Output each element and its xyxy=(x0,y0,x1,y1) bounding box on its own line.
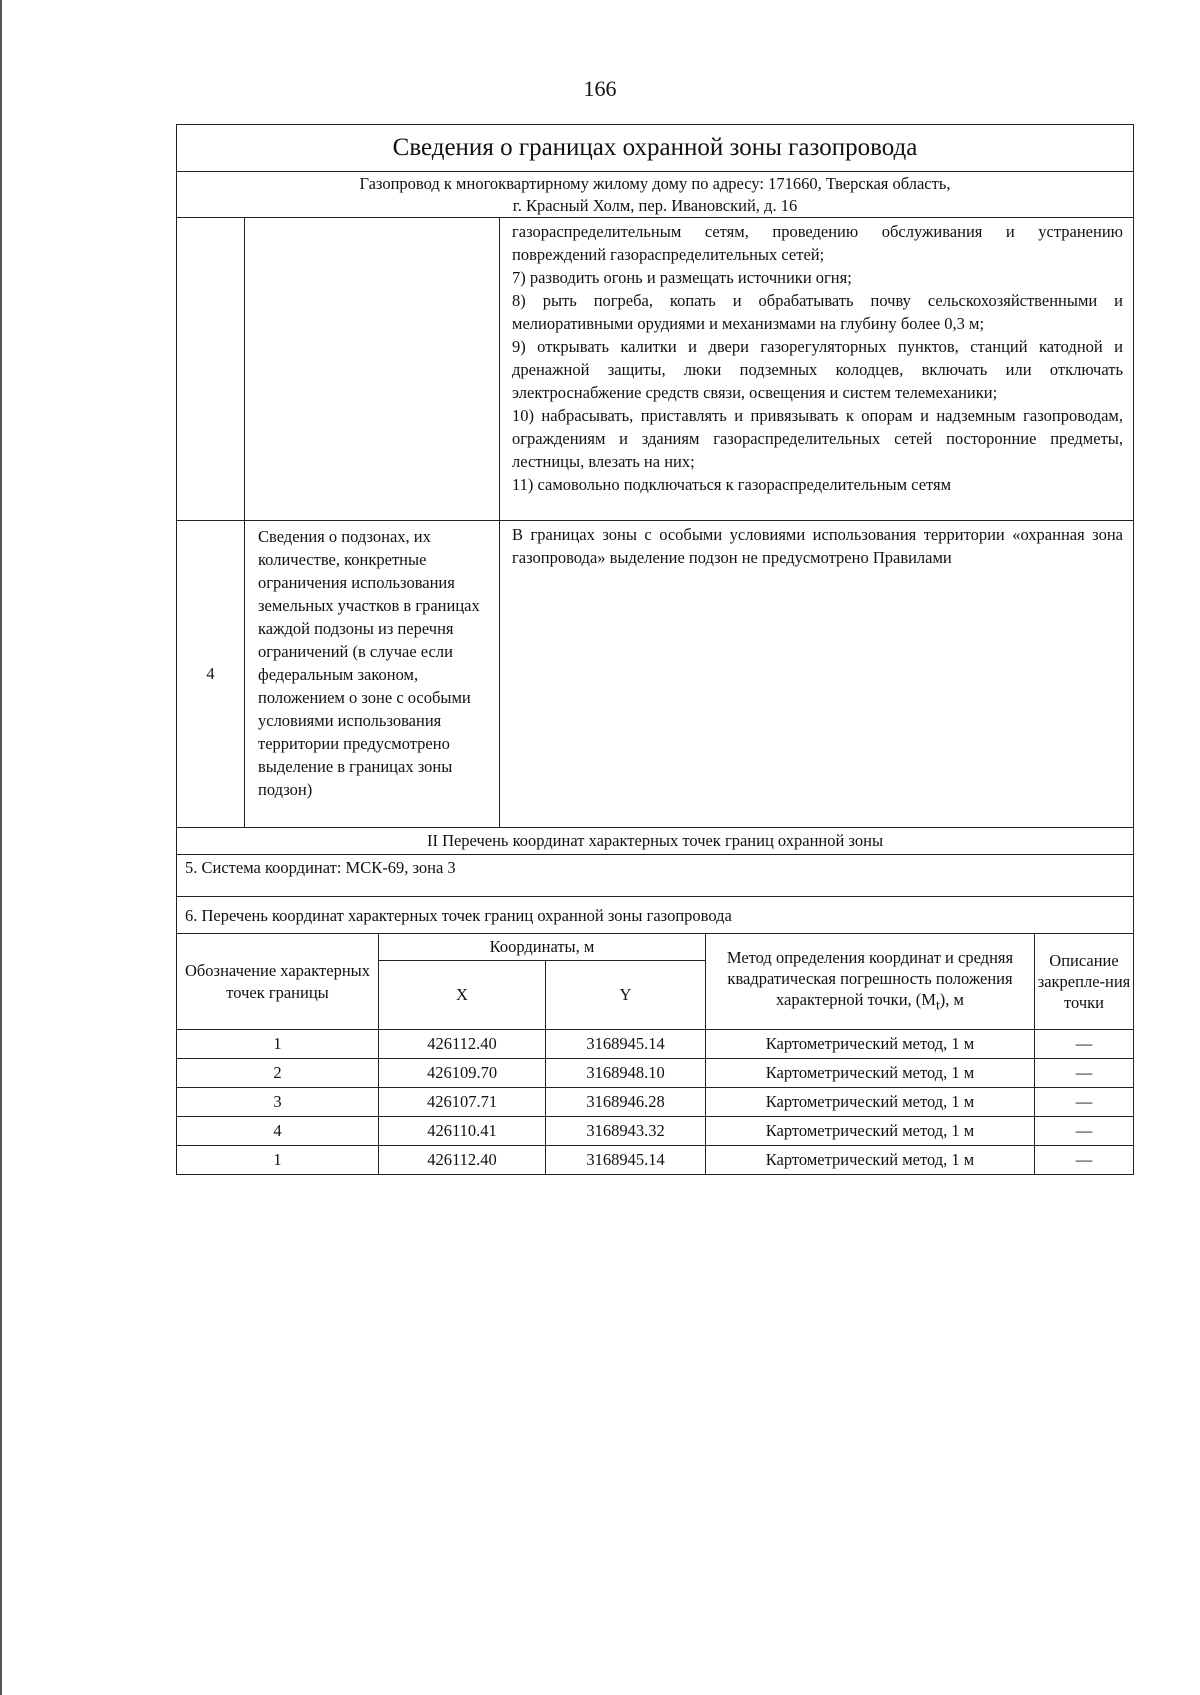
header-method xyxy=(706,934,1035,1030)
cell-fixing: — xyxy=(1035,1059,1134,1088)
cell-point: 1 xyxy=(177,1146,379,1175)
cell-y: 3168945.14 xyxy=(546,1030,706,1059)
zone-document xyxy=(176,124,1134,1175)
coordinate-system: 5. Система координат: МСК-69, зона 3 xyxy=(177,855,1133,897)
address-line-1: Газопровод к многоквартирному жилому дому по адресу: 171660, Тверская область, xyxy=(359,174,951,193)
cell-x: 426112.40 xyxy=(379,1030,546,1059)
restriction-line: 10) набрасывать, приставлять и привязывать к опорам и надземным газопроводам, ограждениям и зданиям газораспределительных сетей посторонние предметы, лестницы, влезать на них; xyxy=(512,406,1123,471)
header-coordinates: Координаты, м xyxy=(379,934,706,961)
header-y: Y xyxy=(546,961,706,1030)
table-row xyxy=(177,1030,1133,1059)
cell-fixing: — xyxy=(1035,1030,1134,1059)
cell-fixing: — xyxy=(1035,1146,1134,1175)
cell-method: Картометрический метод, 1 м xyxy=(706,1146,1035,1175)
subzones-row xyxy=(177,521,1133,828)
restriction-line: 9) открывать калитки и двери газорегуляторных пунктов, станций катодной и дренажной защиты, люки подземных колодцев, включать или отключать электроснабжение средств связи, освещения и систем телемеханики; xyxy=(512,337,1123,402)
coordinates-table xyxy=(177,934,1133,1174)
table-row xyxy=(177,1088,1133,1117)
header-designation: Обозначение характерных точек границы xyxy=(177,934,379,1030)
cell-y: 3168948.10 xyxy=(546,1059,706,1088)
cell-method: Картометрический метод, 1 м xyxy=(706,1030,1035,1059)
document-title: Сведения о границах охранной зоны газопровода xyxy=(177,125,1133,172)
document-frame xyxy=(176,124,1134,1175)
header-method-subscript: t xyxy=(935,997,940,1013)
restriction-line: 11) самовольно подключаться к газораспределительным сетям xyxy=(512,475,952,494)
page-number: 166 xyxy=(583,76,617,101)
subzones-label: Сведения о подзонах, их количестве, конкретные ограничения использования земельных участков в границах каждой подзоны из перечня ограничений (в случае если федеральным законом, положением о зоне с особыми условиями использования территории предусмотрено выделение в границах зоны подзон) xyxy=(245,521,500,827)
address-line-2: г. Красный Холм, пер. Ивановский, д. 16 xyxy=(512,196,798,215)
cell-method: Картометрический метод, 1 м xyxy=(706,1117,1035,1146)
cell-x: 426107.71 xyxy=(379,1088,546,1117)
section-2-title: II Перечень координат характерных точек границ охранной зоны xyxy=(177,828,1133,855)
subzones-value: В границах зоны с особыми условиями использования территории «охранная зона газопровода» выделение подзон не предусмотрено Правилами xyxy=(512,525,1123,567)
table-row xyxy=(177,1146,1133,1175)
scan-edge xyxy=(0,0,2,1695)
cell-point: 2 xyxy=(177,1059,379,1088)
cell-x: 426110.41 xyxy=(379,1117,546,1146)
table-row xyxy=(177,1059,1133,1088)
cell-y: 3168945.14 xyxy=(546,1146,706,1175)
restriction-line: 7) разводить огонь и размещать источники огня; xyxy=(512,268,852,287)
restriction-line: 8) рыть погреба, копать и обрабатывать почву сельскохозяйственными и мелиоративными орудиями и механизмами на глубину более 0,3 м; xyxy=(512,291,1123,333)
subzones-number: 4 xyxy=(177,521,245,827)
address-header xyxy=(177,172,1133,218)
restrictions-number-cell xyxy=(177,218,245,520)
restrictions-label-cell xyxy=(245,218,500,520)
header-method-text: Метод определения координат и средняя квадратическая погрешность положения характерной точки, (M xyxy=(726,948,1014,1010)
cell-method: Картометрический метод, 1 м xyxy=(706,1059,1035,1088)
table-header-row xyxy=(177,934,1133,961)
cell-point: 1 xyxy=(177,1030,379,1059)
cell-y: 3168946.28 xyxy=(546,1088,706,1117)
restrictions-row xyxy=(177,218,1133,521)
cell-point: 4 xyxy=(177,1117,379,1146)
cell-fixing: — xyxy=(1035,1117,1134,1146)
table-row xyxy=(177,1117,1133,1146)
points-list-title: 6. Перечень координат характерных точек границ охранной зоны газопровода xyxy=(177,897,1133,934)
restriction-line: газораспределительным сетям, проведению обслуживания и устранению повреждений газораспределительных сетей; xyxy=(512,222,1123,264)
cell-point: 3 xyxy=(177,1088,379,1117)
restrictions-text xyxy=(500,218,1133,520)
header-x: X xyxy=(379,961,546,1030)
cell-method: Картометрический метод, 1 м xyxy=(706,1088,1035,1117)
cell-x: 426109.70 xyxy=(379,1059,546,1088)
cell-fixing: — xyxy=(1035,1088,1134,1117)
cell-y: 3168943.32 xyxy=(546,1117,706,1146)
header-fixing: Описание закрепле-ния точки xyxy=(1035,934,1134,1030)
header-method-end: ), м xyxy=(939,990,964,1010)
cell-x: 426112.40 xyxy=(379,1146,546,1175)
